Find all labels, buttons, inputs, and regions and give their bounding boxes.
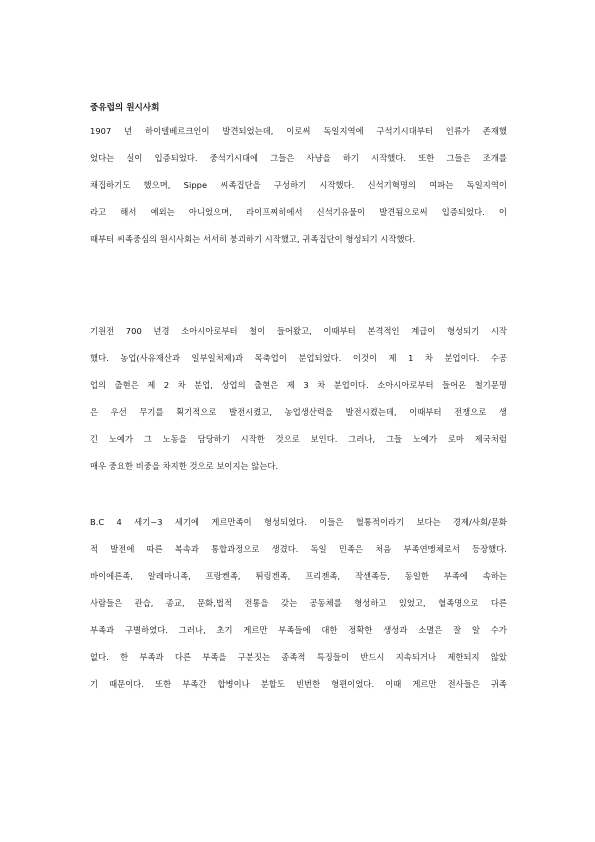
paragraph-line: 은 우선 무기를 획기적으로 발전시켰고, 농업생산력을 발전시켰는데, 이때부터 전쟁으로 생 xyxy=(90,407,507,417)
paragraph-line: 했다. 농업(사유재산과 일부일처제)과 목축업이 분업되었다. 이것이 제 1 차 분업이다. 수공 xyxy=(90,353,507,363)
paragraph-line: B.C 4 세기~3 세기에 게르만족이 형성되었다. 이들은 혈통적이라기 보다는 경제/사회/문화 xyxy=(90,517,507,527)
paragraph-line: 부족과 구별하였다. 그러나, 초기 게르만 부족들에 대한 정확한 생성과 소멸은 잘 알 수가 xyxy=(90,625,507,635)
paragraph-line: 라고 해서 예외는 아니었으며, 라이프찌히에서 신석기유물이 발견됨으로써 입증되었다. 이 xyxy=(90,207,507,217)
paragraph-line: 채집하기도 했으며, Sippe 씨족집단을 구성하기 시작했다. 신석기혁명의 여파는 독일지역이 xyxy=(90,180,507,190)
paragraph-line: 사람들은 관습, 종교, 문화,법적 전통을 갖는 공동체를 형성하고 있었고, 혈족명으로 다른 xyxy=(90,598,507,608)
paragraph-line: 기원전 700 년경 소아시아로부터 철이 들어왔고, 이때부터 본격적인 계급이 형성되기 시작 xyxy=(90,326,507,336)
paragraph-line: 업의 출현은 제 2 차 분업, 상업의 출현은 제 3 차 분업이다. 소아시아로부터 들어온 철기문명 xyxy=(90,380,507,390)
paragraph-line: 때부터 씨족중심의 원시사회는 서서히 붕괴하기 시작했고, 귀족집단이 형성되기 시작했다. xyxy=(90,234,416,244)
paragraph-line: 긴 노예가 그 노동을 담당하기 시작한 것으로 보인다. 그러나, 그들 노예가 로마 제국처럼 xyxy=(90,434,507,444)
paragraph-line: 바이에른족, 알레마니족, 프랑켄족, 튀링겐족, 프리젠족, 작센족등, 동일한 부족에 속하는 xyxy=(90,571,507,581)
paragraph-line: 1907 년 하이델베르크인이 발견되었는데, 이로써 독일지역에 구석기시대부터 인류가 존재했 xyxy=(90,126,507,136)
paragraph-line: 없다. 한 부족과 다른 부족을 구분짓는 종족적 특징들이 반드시 지속되거나 제한되지 않았 xyxy=(90,652,507,662)
paragraph-3 xyxy=(90,515,507,704)
paragraph-line: 기 때문이다. 또한 부족간 합병이나 분할도 빈번한 형편이었다. 이때 게르만 전사들은 귀족 xyxy=(90,679,507,689)
paragraph-line: 적 발전에 따른 복속과 통합과정으로 생겼다. 독일 민족은 처음 부족연맹체로서 등장했다. xyxy=(90,544,507,554)
paragraph-2 xyxy=(90,324,507,486)
paragraph-1 xyxy=(90,124,507,259)
paragraph-line: 었다는 실이 입증되었다. 중석기시대에 그들은 사냥을 하기 시작했다. 또한 그들은 조개를 xyxy=(90,153,507,163)
section-heading: 중유럽의 원시사회 xyxy=(90,103,160,113)
paragraph-line: 매우 중요한 비중을 차지한 것으로 보이지는 않는다. xyxy=(90,461,279,471)
